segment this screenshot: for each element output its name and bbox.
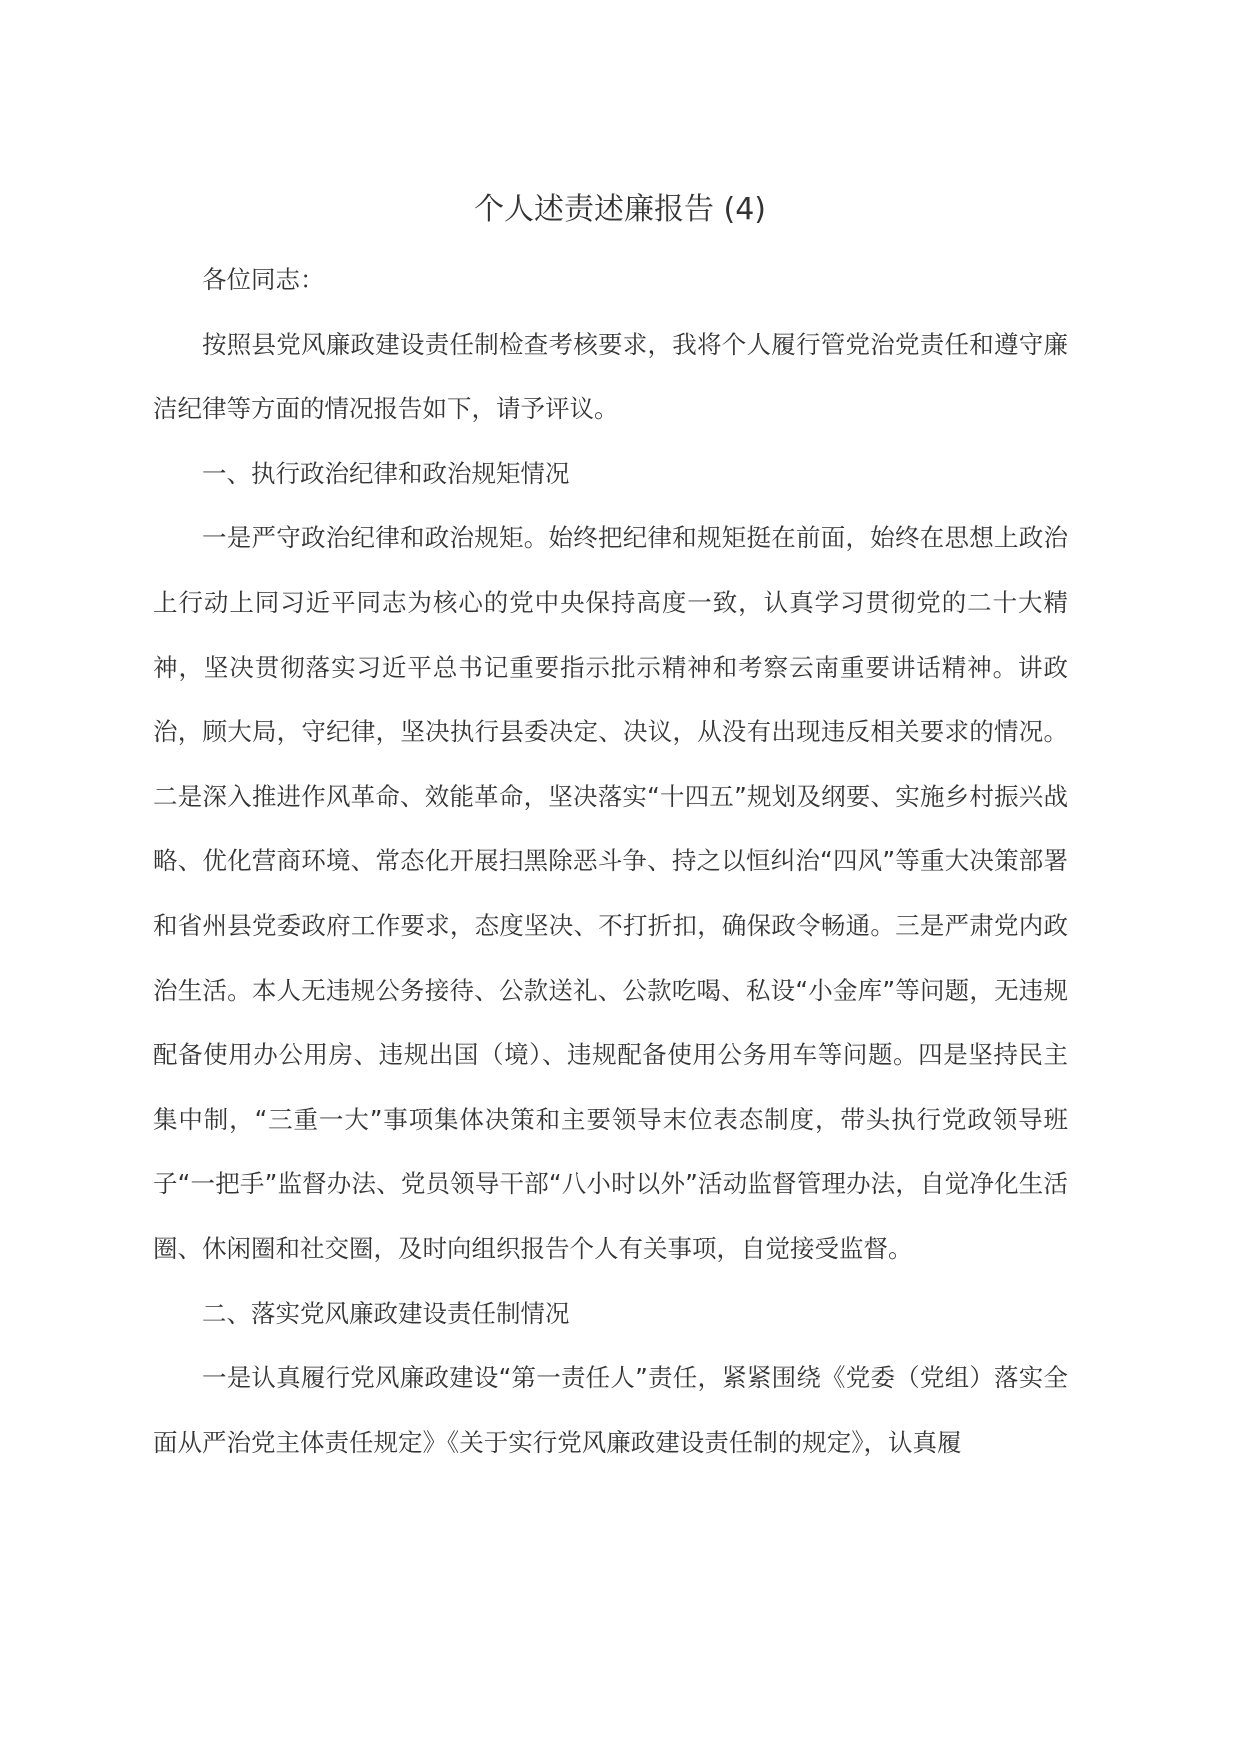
document-title: 个人述责述廉报告 (4)	[473, 192, 767, 227]
section-heading-2: 二、落实党风廉政建设责任制情况	[202, 1298, 570, 1328]
document-body	[153, 248, 1068, 1475]
salutation: 各位同志：	[202, 265, 325, 294]
section-1-paragraph: 一是严守政治纪律和政治规矩。始终把纪律和规矩挺在前面，始终在思想上政治上行动上同习近平同志为核心的党中央保持高度一致，认真学习贯彻党的二十大精神，坚决贯彻落实习近平总书记重要指示批示精神和考察云南重要讲话精神。讲政治，顾大局，守纪律，坚决执行县委决定、决议，从没有出现违反相关要求的情况。二是深入推进作风革命、效能革命，坚决落实“十四五”规划及纲要、实施乡村振兴战略、优化营商环境、常态化开展扫黑除恶斗争、持之以恒纠治“四风”等重大决策部署和省州县党委政府工作要求，态度坚决、不打折扣，确保政令畅通。三是严肃党内政治生活。本人无违规公务接待、公款送礼、公款吃喝、私设“小金库”等问题，无违规配备使用办公用房、违规出国（境）、违规配备使用公务用车等问题。四是坚持民主集中制，“三重一大”事项集体决策和主要领导末位表态制度，带头执行党政领导班子“一把手”监督办法、党员领导干部“八小时以外”活动监督管理办法，自觉净化生活圈、休闲圈和社交圈，及时向组织报告个人有关事项，自觉接受监督。	[153, 523, 1068, 1263]
section-2-paragraph: 一是认真履行党风廉政建设“第一责任人”责任，紧紧围绕《党委（党组）落实全面从严治党主体责任规定》《关于实行党风廉政建设责任制的规定》，认真履	[153, 1363, 1068, 1457]
intro-paragraph: 按照县党风廉政建设责任制检查考核要求，我将个人履行管党治党责任和遵守廉洁纪律等方面的情况报告如下，请予评议。	[153, 329, 1068, 424]
section-heading-1: 一、执行政治纪律和政治规矩情况	[202, 458, 570, 488]
